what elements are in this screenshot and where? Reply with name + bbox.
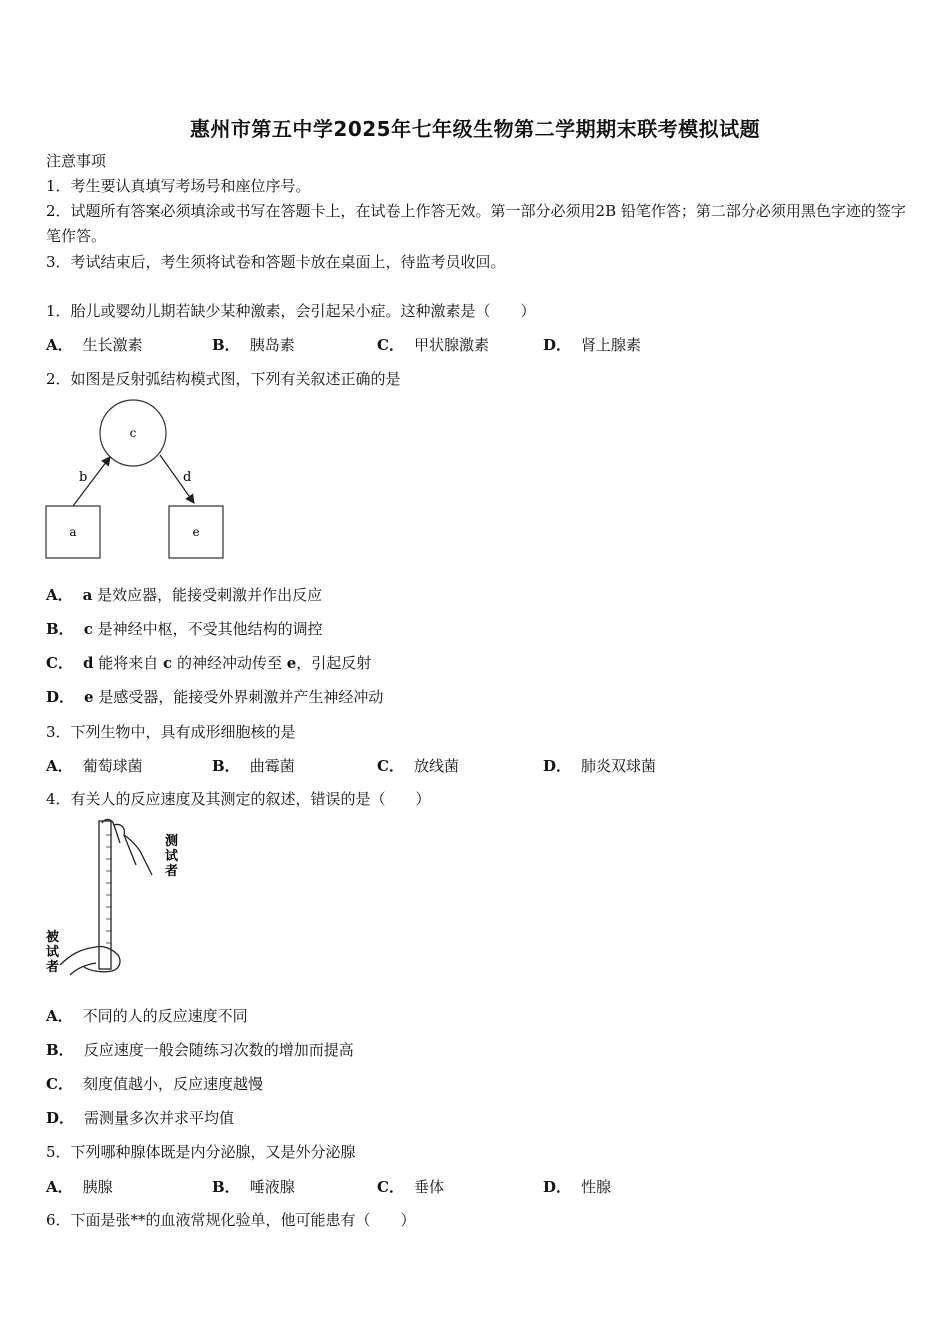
question-stem: 5．下列哪种腺体既是内分泌腺，又是外分泌腺 (46, 1143, 356, 1161)
option: A． 不同的人的反应速度不同 (46, 1007, 248, 1025)
page-title: 惠州市第五中学2025年七年级生物第二学期期末联考模拟试题 (189, 117, 761, 141)
tester-label: 测 (165, 834, 179, 849)
question-stem: 4．有关人的反应速度及其测定的叙述，错误的是（ ） (46, 790, 431, 808)
question-stem: 1．胎儿或婴幼儿期若缺少某种激素，会引起呆小症。这种激素是（ ） (46, 302, 536, 320)
option: C． 甲状腺激素 (377, 336, 489, 354)
option: D． 肾上腺素 (543, 336, 642, 354)
ruler-ticks (106, 835, 111, 943)
right-box-label: e (192, 525, 200, 539)
option: A． 生长激素 (46, 336, 143, 354)
reflex-arc-diagram (40, 395, 240, 565)
option: B． 胰岛素 (212, 336, 295, 354)
left-box-label: a (69, 525, 77, 539)
option: D． e 是感受器，能接受外界刺激并产生神经冲动 (46, 688, 384, 706)
arrow-b-label: b (79, 470, 88, 485)
notice-item: 2．试题所有答案必须填涂或书写在答题卡上，在试卷上作答无效。第一部分必须用2B 铅笔作答；第二部分必须用黑色字迹的签字笔作答。 (46, 202, 906, 245)
option: C． 刻度值越小，反应速度越慢 (46, 1075, 263, 1093)
option: D． 性腺 (543, 1178, 612, 1196)
tester-label: 者 (165, 864, 179, 879)
option: A． 葡萄球菌 (46, 757, 143, 775)
circle-label: c (129, 426, 137, 440)
option: C． d 能将来自 c 的神经冲动传至 e，引起反射 (46, 654, 372, 672)
option: A． 胰腺 (46, 1178, 113, 1196)
notice-heading: 注意事项 (46, 152, 107, 170)
subject-label: 者 (46, 960, 60, 975)
subject-label: 被 (46, 930, 60, 945)
option: D． 需测量多次并求平均值 (46, 1109, 235, 1127)
tester-label: 试 (165, 849, 179, 864)
option: B． c 是神经中枢，不受其他结构的调控 (46, 620, 323, 638)
notice-item: 1．考生要认真填写考场号和座位序号。 (46, 177, 311, 195)
option: B． 曲霉菌 (212, 757, 295, 775)
notice-item: 3．考试结束后，考生须将试卷和答题卡放在桌面上，待监考员收回。 (46, 253, 506, 271)
option: C． 垂体 (377, 1178, 444, 1196)
option: A． a 是效应器，能接受刺激并作出反应 (46, 586, 323, 604)
question-stem: 3．下列生物中，具有成形细胞核的是 (46, 723, 296, 741)
subject-label: 试 (46, 945, 60, 960)
question-stem: 6．下面是张**的血液常规化验单，他可能患有（ ） (46, 1211, 416, 1229)
option: C． 放线菌 (377, 757, 459, 775)
option: B． 唾液腺 (212, 1178, 295, 1196)
reaction-test-figure (40, 815, 200, 985)
option: B． 反应速度一般会随练习次数的增加而提高 (46, 1041, 354, 1059)
arrow-d-label: d (183, 470, 192, 485)
option: D． 肺炎双球菌 (543, 757, 657, 775)
question-stem: 2．如图是反射弧结构模式图，下列有关叙述正确的是 (46, 370, 401, 388)
